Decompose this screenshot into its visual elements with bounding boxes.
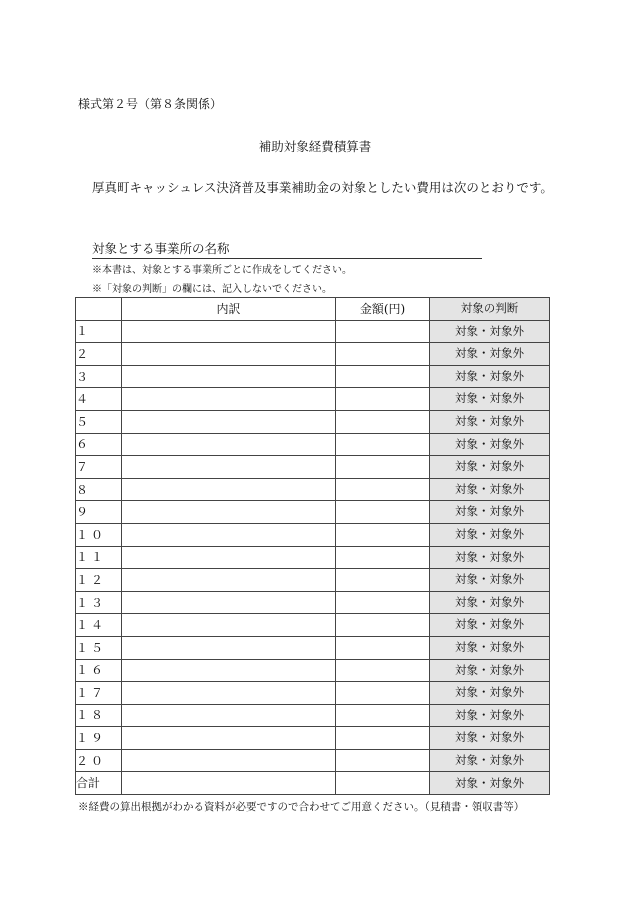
judgment-cell: 対象・対象外 xyxy=(430,410,550,433)
item-cell[interactable] xyxy=(122,433,336,456)
row-number: １１ xyxy=(76,546,122,569)
note-per-facility: ※本書は、対象とする事業所ごとに作成をしてください。 xyxy=(92,265,352,276)
total-amount-cell[interactable] xyxy=(336,772,430,795)
row-number: １０ xyxy=(76,523,122,546)
table-header-row xyxy=(76,298,550,321)
amount-cell[interactable] xyxy=(336,636,430,659)
amount-cell[interactable] xyxy=(336,456,430,479)
table-row xyxy=(76,410,550,433)
judgment-cell: 対象・対象外 xyxy=(430,501,550,524)
header-judgment: 対象の判断 xyxy=(430,298,550,321)
judgment-cell: 対象・対象外 xyxy=(430,523,550,546)
judgment-cell: 対象・対象外 xyxy=(430,478,550,501)
table-row xyxy=(76,320,550,343)
row-number: ２ xyxy=(76,343,122,366)
amount-cell[interactable] xyxy=(336,523,430,546)
row-number: ７ xyxy=(76,456,122,479)
amount-cell[interactable] xyxy=(336,388,430,411)
row-number: １４ xyxy=(76,614,122,637)
judgment-cell: 対象・対象外 xyxy=(430,659,550,682)
judgment-cell: 対象・対象外 xyxy=(430,682,550,705)
amount-cell[interactable] xyxy=(336,749,430,772)
item-cell[interactable] xyxy=(122,704,336,727)
document-title: 補助対象経費積算書 xyxy=(258,139,372,154)
table-row xyxy=(76,749,550,772)
judgment-cell: 対象・対象外 xyxy=(430,388,550,411)
row-number: ５ xyxy=(76,410,122,433)
item-cell[interactable] xyxy=(122,727,336,750)
table-row xyxy=(76,365,550,388)
total-label: 合計 xyxy=(76,772,122,795)
judgment-cell: 対象・対象外 xyxy=(430,546,550,569)
amount-cell[interactable] xyxy=(336,546,430,569)
item-cell[interactable] xyxy=(122,320,336,343)
table-row xyxy=(76,501,550,524)
total-row xyxy=(76,772,550,795)
table-row xyxy=(76,569,550,592)
row-number: １８ xyxy=(76,704,122,727)
amount-cell[interactable] xyxy=(336,569,430,592)
table-row xyxy=(76,704,550,727)
table-row xyxy=(76,456,550,479)
amount-cell[interactable] xyxy=(336,433,430,456)
table-row xyxy=(76,659,550,682)
intro-paragraph: 厚真町キャッシュレス決済普及事業補助金の対象としたい費用は次のとおりです。 xyxy=(92,180,553,195)
form-number: 様式第２号（第８条関係） xyxy=(78,97,223,111)
row-number: １７ xyxy=(76,682,122,705)
amount-cell[interactable] xyxy=(336,501,430,524)
footnote: ※経費の算出根拠がわかる資料が必要ですので合わせてご用意ください。（見積書・領収書等） xyxy=(78,801,525,813)
table-row xyxy=(76,727,550,750)
row-number: ９ xyxy=(76,501,122,524)
item-cell[interactable] xyxy=(122,591,336,614)
judgment-cell: 対象・対象外 xyxy=(430,569,550,592)
header-item: 内訳 xyxy=(122,298,336,321)
row-number: １５ xyxy=(76,636,122,659)
item-cell[interactable] xyxy=(122,546,336,569)
facility-name-field[interactable]: 対象とする事業所の名称 xyxy=(92,239,482,259)
row-number: １ xyxy=(76,320,122,343)
item-cell[interactable] xyxy=(122,523,336,546)
row-number: ３ xyxy=(76,365,122,388)
judgment-cell: 対象・対象外 xyxy=(430,614,550,637)
amount-cell[interactable] xyxy=(336,659,430,682)
judgment-cell: 対象・対象外 xyxy=(430,704,550,727)
item-cell[interactable] xyxy=(122,569,336,592)
amount-cell[interactable] xyxy=(336,591,430,614)
judgment-cell: 対象・対象外 xyxy=(430,591,550,614)
table-row xyxy=(76,682,550,705)
item-cell[interactable] xyxy=(122,749,336,772)
amount-cell[interactable] xyxy=(336,704,430,727)
amount-cell[interactable] xyxy=(336,410,430,433)
item-cell[interactable] xyxy=(122,478,336,501)
row-number: １３ xyxy=(76,591,122,614)
item-cell[interactable] xyxy=(122,388,336,411)
judgment-cell: 対象・対象外 xyxy=(430,320,550,343)
item-cell[interactable] xyxy=(122,614,336,637)
row-number: １９ xyxy=(76,727,122,750)
row-number: ４ xyxy=(76,388,122,411)
table-row xyxy=(76,636,550,659)
item-cell[interactable] xyxy=(122,501,336,524)
judgment-cell: 対象・対象外 xyxy=(430,343,550,366)
table-row xyxy=(76,523,550,546)
item-cell[interactable] xyxy=(122,410,336,433)
item-cell[interactable] xyxy=(122,456,336,479)
table-row xyxy=(76,591,550,614)
row-number: １２ xyxy=(76,569,122,592)
item-cell[interactable] xyxy=(122,343,336,366)
amount-cell[interactable] xyxy=(336,320,430,343)
item-cell[interactable] xyxy=(122,682,336,705)
total-judgment-cell: 対象・対象外 xyxy=(430,772,550,795)
judgment-cell: 対象・対象外 xyxy=(430,433,550,456)
amount-cell[interactable] xyxy=(336,365,430,388)
cost-estimate-table xyxy=(75,297,550,795)
row-number: １６ xyxy=(76,659,122,682)
item-cell[interactable] xyxy=(122,659,336,682)
judgment-cell: 対象・対象外 xyxy=(430,636,550,659)
judgment-cell: 対象・対象外 xyxy=(430,365,550,388)
judgment-cell: 対象・対象外 xyxy=(430,456,550,479)
header-number xyxy=(76,298,122,321)
table-row xyxy=(76,343,550,366)
amount-cell[interactable] xyxy=(336,682,430,705)
amount-cell[interactable] xyxy=(336,478,430,501)
item-cell[interactable] xyxy=(122,636,336,659)
row-number: ２０ xyxy=(76,749,122,772)
table-row xyxy=(76,478,550,501)
table-row xyxy=(76,388,550,411)
table-row xyxy=(76,433,550,456)
judgment-cell: 対象・対象外 xyxy=(430,727,550,750)
amount-cell[interactable] xyxy=(336,614,430,637)
row-number: ６ xyxy=(76,433,122,456)
header-amount: 金額(円) xyxy=(336,298,430,321)
judgment-cell: 対象・対象外 xyxy=(430,749,550,772)
item-cell[interactable] xyxy=(122,365,336,388)
amount-cell[interactable] xyxy=(336,343,430,366)
total-item-cell[interactable] xyxy=(122,772,336,795)
table-row xyxy=(76,614,550,637)
row-number: ８ xyxy=(76,478,122,501)
amount-cell[interactable] xyxy=(336,727,430,750)
table-row xyxy=(76,546,550,569)
note-judgment-column: ※「対象の判断」の欄には、記入しないでください。 xyxy=(92,284,332,295)
